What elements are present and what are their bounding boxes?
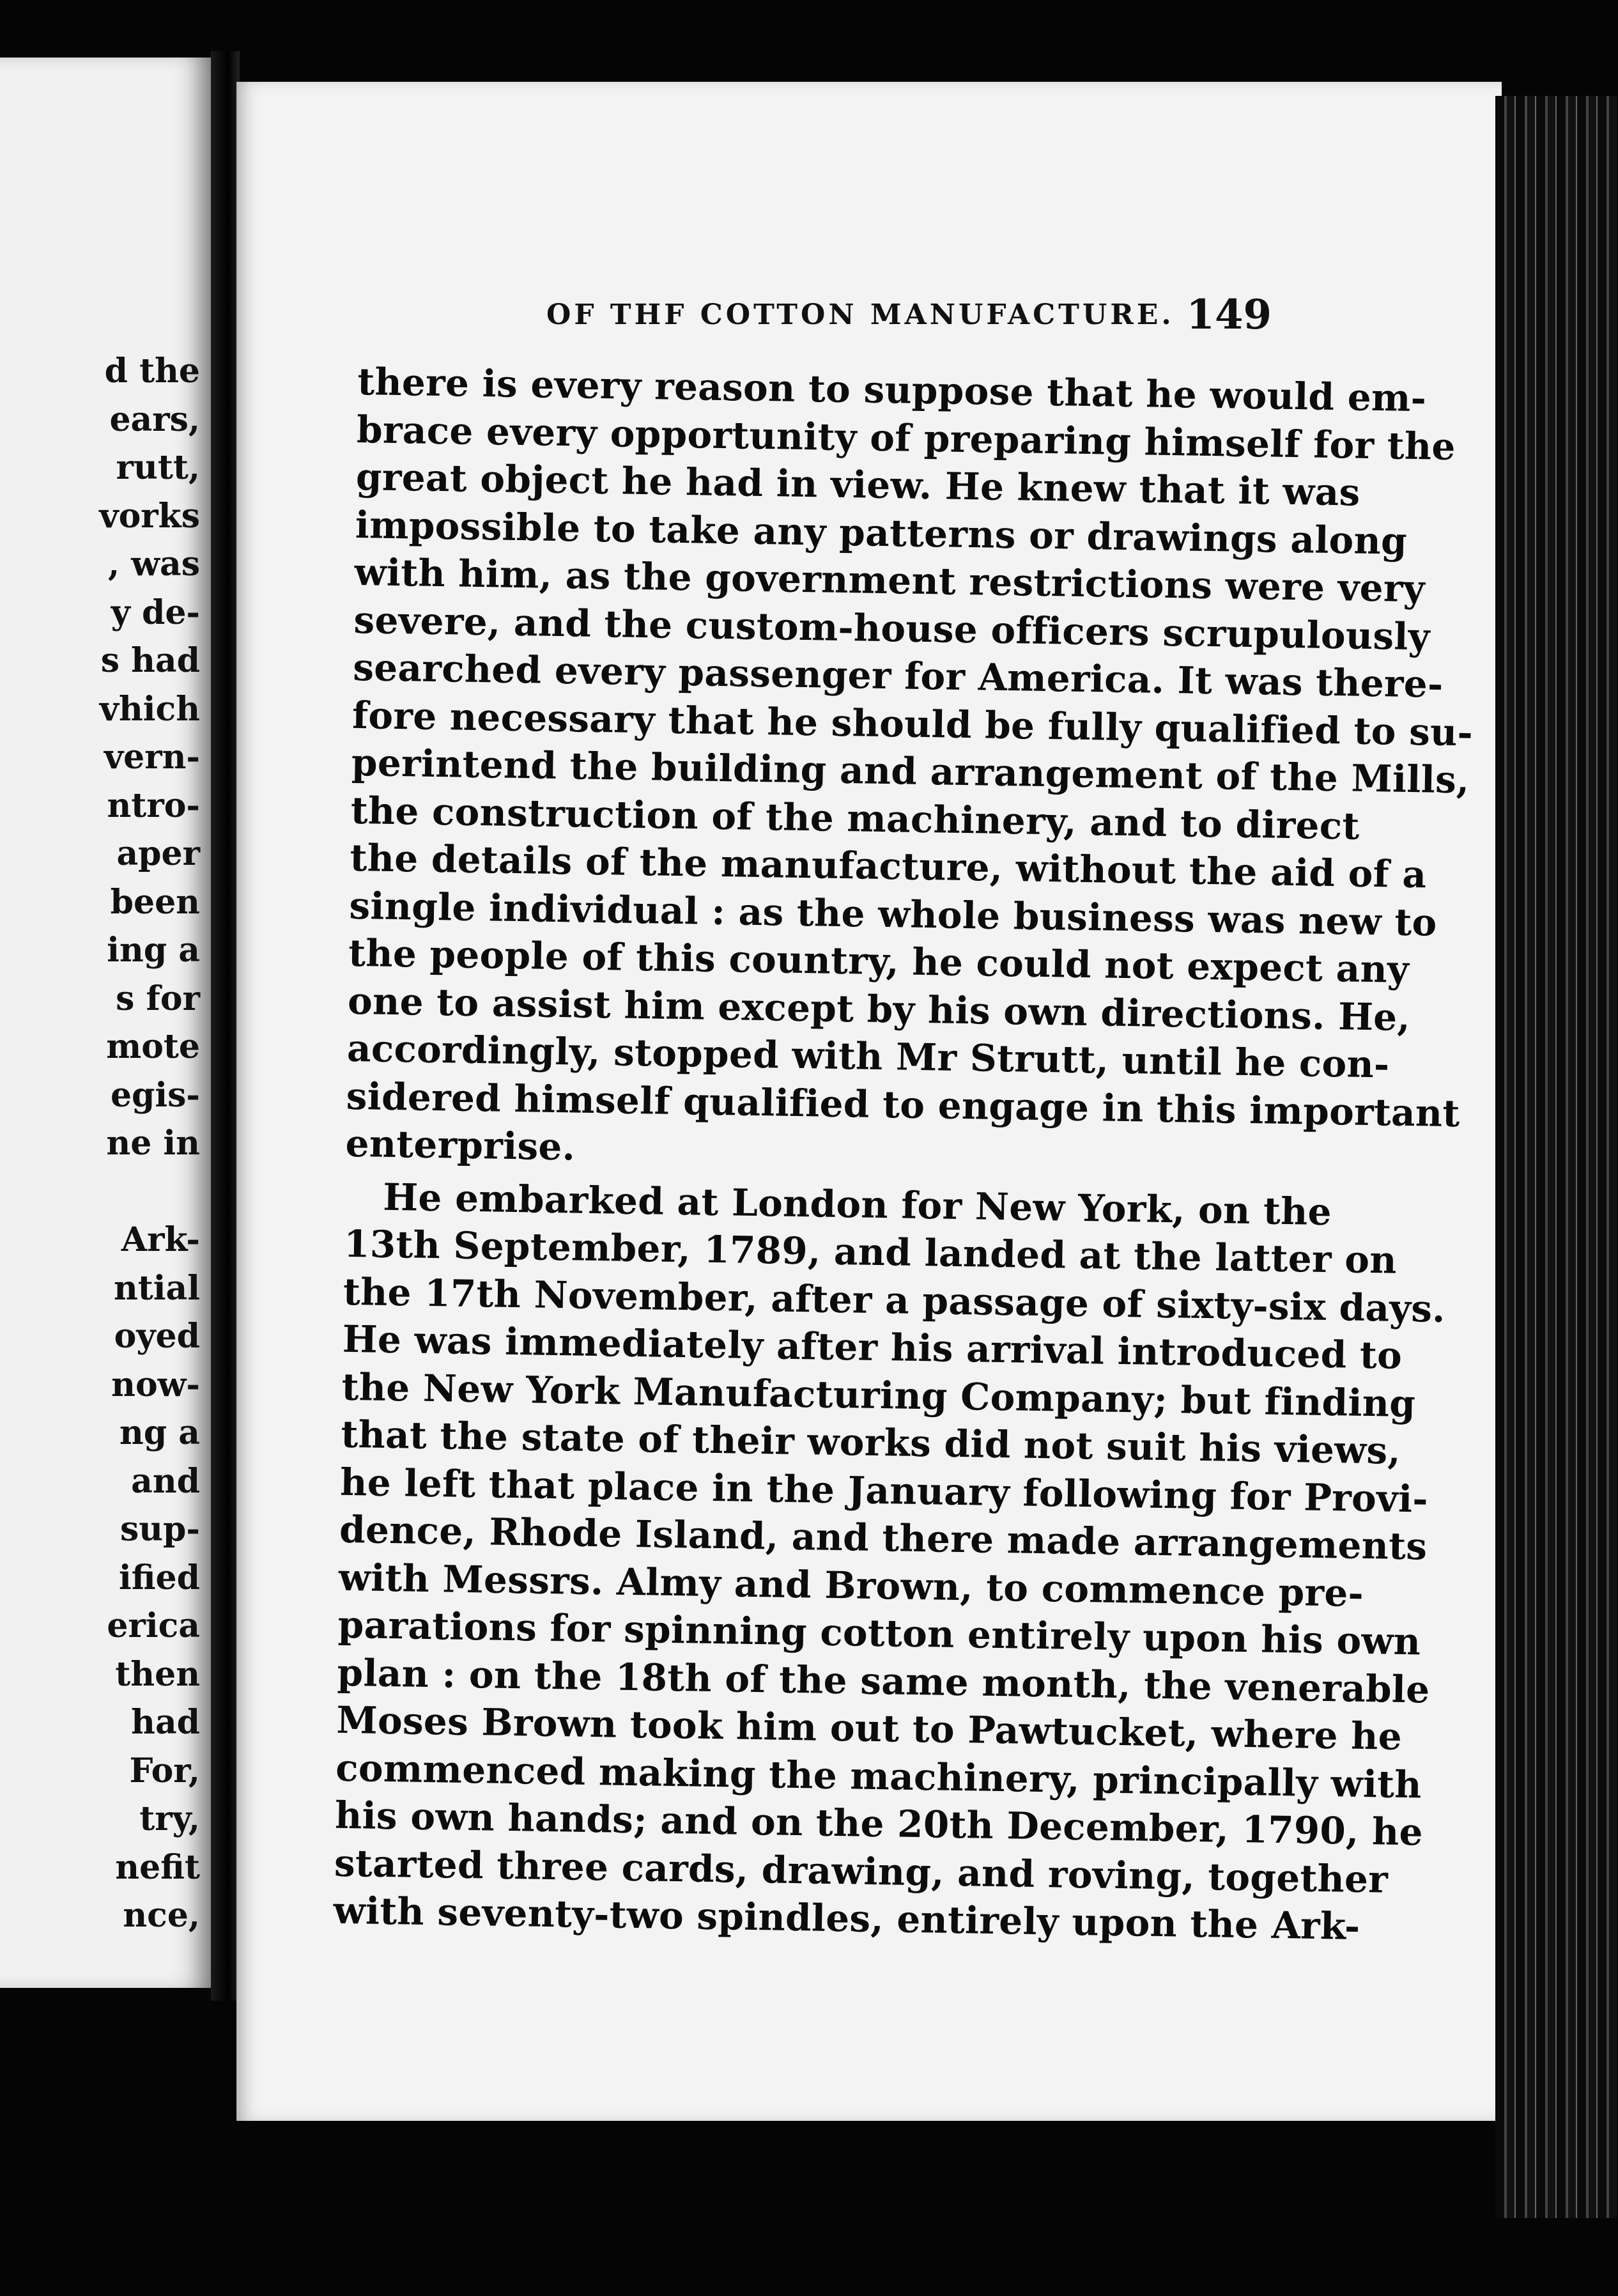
text-line: fore necessary that he should be fully qualified to su- xyxy=(351,693,1474,754)
page-header xyxy=(313,291,1272,339)
text-line: sidered himself qualified to engage in this important xyxy=(346,1074,1461,1135)
text-line: there is every reason to suppose that he would em- xyxy=(357,359,1427,421)
facing-page-line-fragment: , was xyxy=(108,545,200,584)
text-line: started three cards, drawing, and roving, together xyxy=(334,1841,1389,1902)
facing-page-line-fragment: rutt, xyxy=(116,448,200,487)
facing-page-line-fragment: oyed xyxy=(114,1317,200,1356)
facing-page-line-fragment: s for xyxy=(116,979,200,1018)
facing-page xyxy=(0,58,214,1988)
text-line: with Messrs. Almy and Brown, to commence pre- xyxy=(338,1555,1364,1615)
facing-page-line-fragment: had xyxy=(131,1703,200,1742)
facing-page-line-fragment: aper xyxy=(116,834,200,873)
text-line: that the state of their works did not suit his views, xyxy=(341,1412,1401,1473)
text-line: the 17th November, after a passage of sixty-six days. xyxy=(343,1269,1446,1331)
text-line: great object he had in view. He knew that it was xyxy=(355,454,1361,515)
facing-page-line-fragment: For, xyxy=(129,1751,200,1790)
facing-page-line-fragment: d the xyxy=(104,352,200,391)
facing-page-line-fragment: ne in xyxy=(106,1124,200,1163)
text-line: plan : on the 18th of the same month, the venerable xyxy=(337,1650,1430,1712)
facing-page-line-fragment: been xyxy=(110,882,200,922)
text-line: one to assist him except by his own directions. He, xyxy=(347,979,1411,1039)
facing-page-line-fragment: vorks xyxy=(99,496,200,536)
text-line: his own hands; and on the 20th December, 1790, he xyxy=(334,1793,1424,1854)
text-line: severe, and the custom-house officers scrupulously xyxy=(353,598,1431,658)
facing-page-line-fragment: then xyxy=(115,1654,200,1694)
facing-page-line-fragment: nce, xyxy=(123,1896,200,1935)
facing-page-line-fragment: Ark- xyxy=(121,1220,200,1259)
text-line: impossible to take any patterns or drawings along xyxy=(355,502,1408,563)
text-line: He was immediately after his arrival introduced to xyxy=(342,1317,1403,1377)
facing-page-line-fragment: ntial xyxy=(113,1268,200,1308)
text-line: commenced making the machinery, principally with xyxy=(335,1746,1422,1806)
facing-page-line-fragment: y de- xyxy=(111,593,200,632)
facing-page-line-fragment: ntro- xyxy=(107,786,200,825)
text-line: brace every opportunity of preparing himself for the xyxy=(356,407,1456,469)
text-line: accordingly, stopped with Mr Strutt, until he con- xyxy=(346,1026,1390,1087)
book-gutter xyxy=(211,51,240,2001)
text-line: the New York Manufacturing Company; but finding xyxy=(341,1365,1416,1425)
text-line: 13th September, 1789, and landed at the latter on xyxy=(343,1222,1398,1282)
text-line: with him, as the government restrictions were very xyxy=(354,550,1426,611)
text-line: searched every passenger for America. It was there- xyxy=(352,645,1444,706)
facing-page-line-fragment: ng a xyxy=(119,1413,200,1452)
facing-page-line-fragment: nefit xyxy=(115,1847,200,1887)
facing-page-line-fragment: sup- xyxy=(119,1510,200,1549)
text-line: dence, Rhode Island, and there made arrangements xyxy=(339,1507,1428,1569)
text-line: the construction of the machinery, and to direct xyxy=(350,788,1360,848)
facing-page-line-fragment: now- xyxy=(111,1365,200,1404)
facing-page-line-fragment: vern- xyxy=(104,738,200,777)
text-line: perintend the building and arrangement of the Mills, xyxy=(351,740,1470,802)
text-line: enterprise. xyxy=(345,1121,576,1169)
body-text xyxy=(333,358,1474,1949)
text-line: the people of this country, he could not expect any xyxy=(348,931,1410,991)
facing-page-line-fragment: ears, xyxy=(109,399,200,439)
facing-page-line-fragment: try, xyxy=(139,1799,200,1838)
facing-page-line-fragment: egis- xyxy=(110,1075,200,1115)
running-head: OF THF COTTON MANUFACTURE. xyxy=(546,299,1175,331)
text-line: Moses Brown took him out to Pawtucket, where he xyxy=(335,1698,1403,1758)
facing-page-line-fragment: vhich xyxy=(99,689,200,729)
text-line: He embarked at London for New York, on the xyxy=(382,1175,1332,1234)
text-line: he left that place in the January following for Provi- xyxy=(339,1460,1429,1521)
text-line: the details of the manufacture, without the aid of a xyxy=(350,835,1427,897)
page-edges xyxy=(1495,96,1617,2218)
facing-page-line-fragment: and xyxy=(131,1461,200,1501)
facing-page-line-fragment: mote xyxy=(106,1027,200,1066)
paragraph xyxy=(333,1172,1446,1948)
facing-page-line-fragment: ing a xyxy=(107,931,200,970)
facing-page-line-fragment: erica xyxy=(107,1606,200,1645)
text-line: parations for spinning cotton entirely upon his own xyxy=(337,1602,1421,1664)
text-line: single individual : as the whole business was new to xyxy=(349,883,1438,945)
facing-page-line-fragment: ified xyxy=(118,1558,200,1597)
facing-page-line-fragment: s had xyxy=(100,641,200,680)
text-line: with seventy-two spindles, entirely upon the Ark- xyxy=(333,1888,1360,1948)
paragraph xyxy=(345,358,1474,1182)
page-number: 149 xyxy=(1186,291,1272,339)
